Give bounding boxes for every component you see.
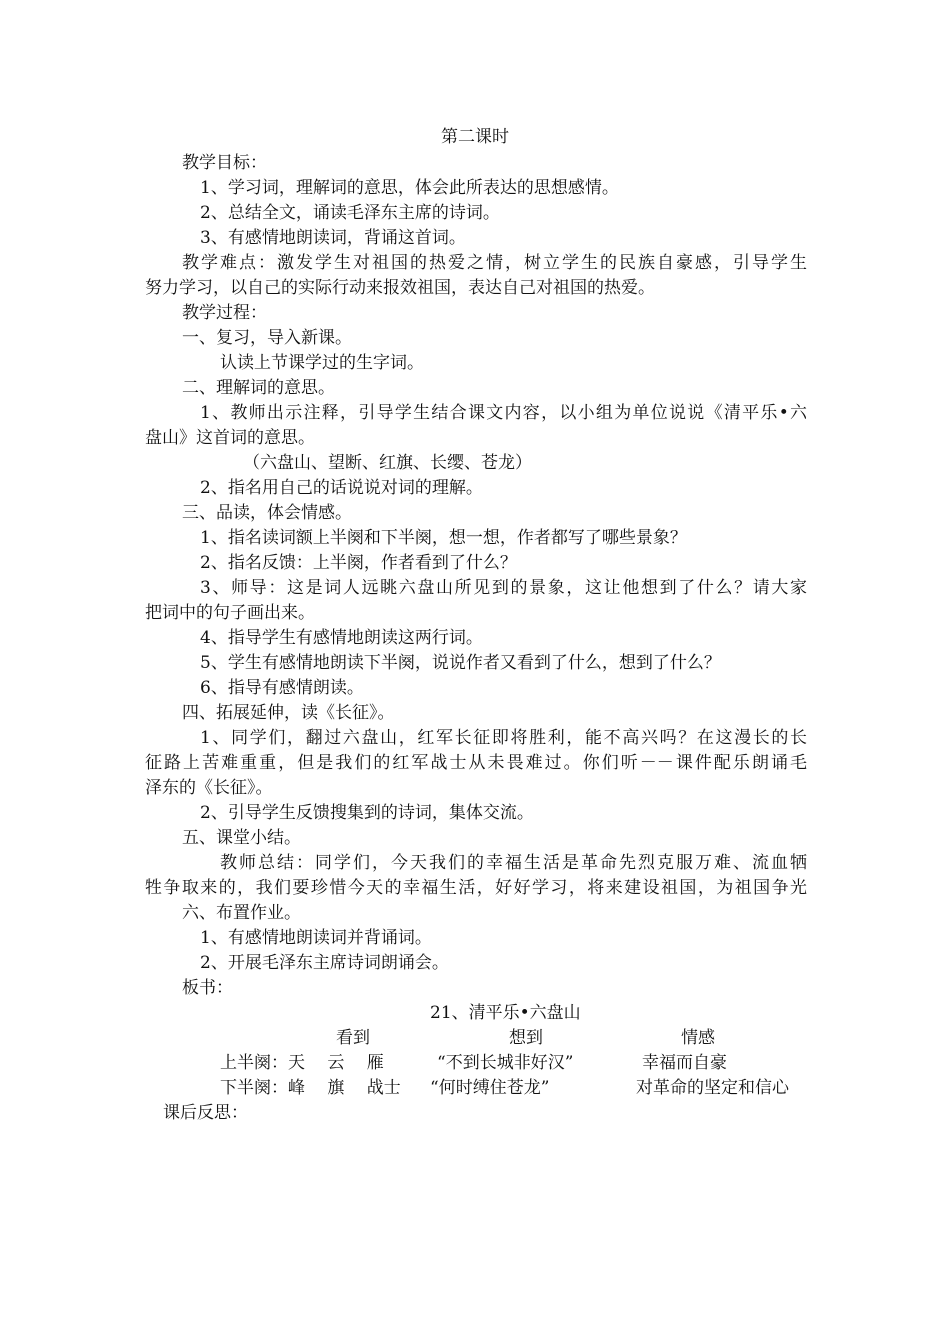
section-4-para-1-line-3: 泽东的《长征》。: [145, 778, 273, 798]
process-heading: 教学过程：: [182, 303, 267, 323]
section-4-para-1-line-2: 征路上苦难重重，但是我们的红军战士从未畏难过。你们听－－课件配乐朗诵毛: [145, 753, 807, 773]
section-3-para-6: 6、指导有感情朗读。: [200, 678, 364, 698]
section-3-para-1: 1、指名读词额上半阕和下半阕，想一想，作者都写了哪些景象？: [200, 528, 687, 548]
section-4-para-1-line-1: 1、同学们，翻过六盘山，红军长征即将胜利，能不高兴吗？在这漫长的长: [200, 728, 807, 748]
section-5-para-1-line-2: 牲争取来的，我们要珍惜今天的幸福生活，好好学习，将来建设祖国，为祖国争光: [145, 878, 807, 898]
section-2-para-1-line-1: 1、教师出示注释，引导学生结合课文内容，以小组为单位说说《清平乐•六: [200, 403, 807, 423]
page-title: 第二课时: [441, 127, 509, 147]
section-2-heading: 二、理解词的意思。: [182, 378, 335, 398]
section-3-para-3-line-1: 3、师导：这是词人远眺六盘山所见到的景象，这让他想到了什么？请大家: [200, 578, 807, 598]
board-column-think: 想到: [509, 1028, 543, 1048]
goal-item-3: 3、有感情地朗读词，背诵这首词。: [200, 228, 466, 248]
section-2-para-1-line-2: 盘山》这首词的意思。: [145, 428, 315, 448]
section-5-heading: 五、课堂小结。: [182, 828, 301, 848]
board-title: 21、清平乐•六盘山: [430, 1003, 581, 1023]
goal-item-2: 2、总结全文，诵读毛泽东主席的诗词。: [200, 203, 500, 223]
board-row-2-feel: 对革命的坚定和信心: [636, 1078, 789, 1098]
difficulty-line-1: 教学难点：激发学生对祖国的热爱之情，树立学生的民族自豪感，引导学生: [182, 253, 807, 273]
section-6-para-1: 1、有感情地朗读词并背诵词。: [200, 928, 432, 948]
section-3-para-4: 4、指导学生有感情地朗读这两行词。: [200, 628, 483, 648]
goal-item-1: 1、学习词，理解词的意思，体会此所表达的思想感情。: [200, 178, 619, 198]
board-row-1-feel: 幸福而自豪: [642, 1053, 727, 1073]
section-4-heading: 四、拓展延伸，读《长征》。: [182, 703, 395, 723]
section-3-para-2: 2、指名反馈：上半阕，作者看到了什么？: [200, 553, 517, 573]
board-row-1-think: “不到长城非好汉”: [437, 1053, 574, 1073]
board-row-2-label: 下半阕：峰 旗 战士: [220, 1078, 401, 1098]
reflection-heading: 课后反思：: [163, 1103, 248, 1123]
section-2-word-list: （六盘山、望断、红旗、长缨、苍龙）: [243, 453, 532, 473]
board-row-2-think: “何时缚住苍龙”: [430, 1078, 550, 1098]
section-6-heading: 六、布置作业。: [182, 903, 301, 923]
difficulty-line-2: 努力学习，以自己的实际行动来报效祖国，表达自己对祖国的热爱。: [145, 278, 655, 298]
section-1-para-1: 认读上节课学过的生字词。: [220, 353, 424, 373]
goals-heading: 教学目标：: [182, 153, 267, 173]
board-column-see: 看到: [336, 1028, 370, 1048]
section-6-para-2: 2、开展毛泽东主席诗词朗诵会。: [200, 953, 449, 973]
section-2-para-2: 2、指名用自己的话说说对词的理解。: [200, 478, 483, 498]
section-4-para-2: 2、引导学生反馈搜集到的诗词，集体交流。: [200, 803, 534, 823]
board-column-feel: 情感: [681, 1028, 715, 1048]
section-1-heading: 一、复习，导入新课。: [182, 328, 352, 348]
section-3-para-3-line-2: 把词中的句子画出来。: [145, 603, 315, 623]
section-3-heading: 三、品读，体会情感。: [182, 503, 352, 523]
section-3-para-5: 5、学生有感情地朗读下半阕，说说作者又看到了什么，想到了什么？: [200, 653, 721, 673]
board-row-1-label: 上半阕：天 云 雁: [220, 1053, 384, 1073]
board-heading: 板书：: [182, 978, 233, 998]
section-5-para-1-line-1: 教师总结：同学们，今天我们的幸福生活是革命先烈克服万难、流血牺: [220, 853, 807, 873]
